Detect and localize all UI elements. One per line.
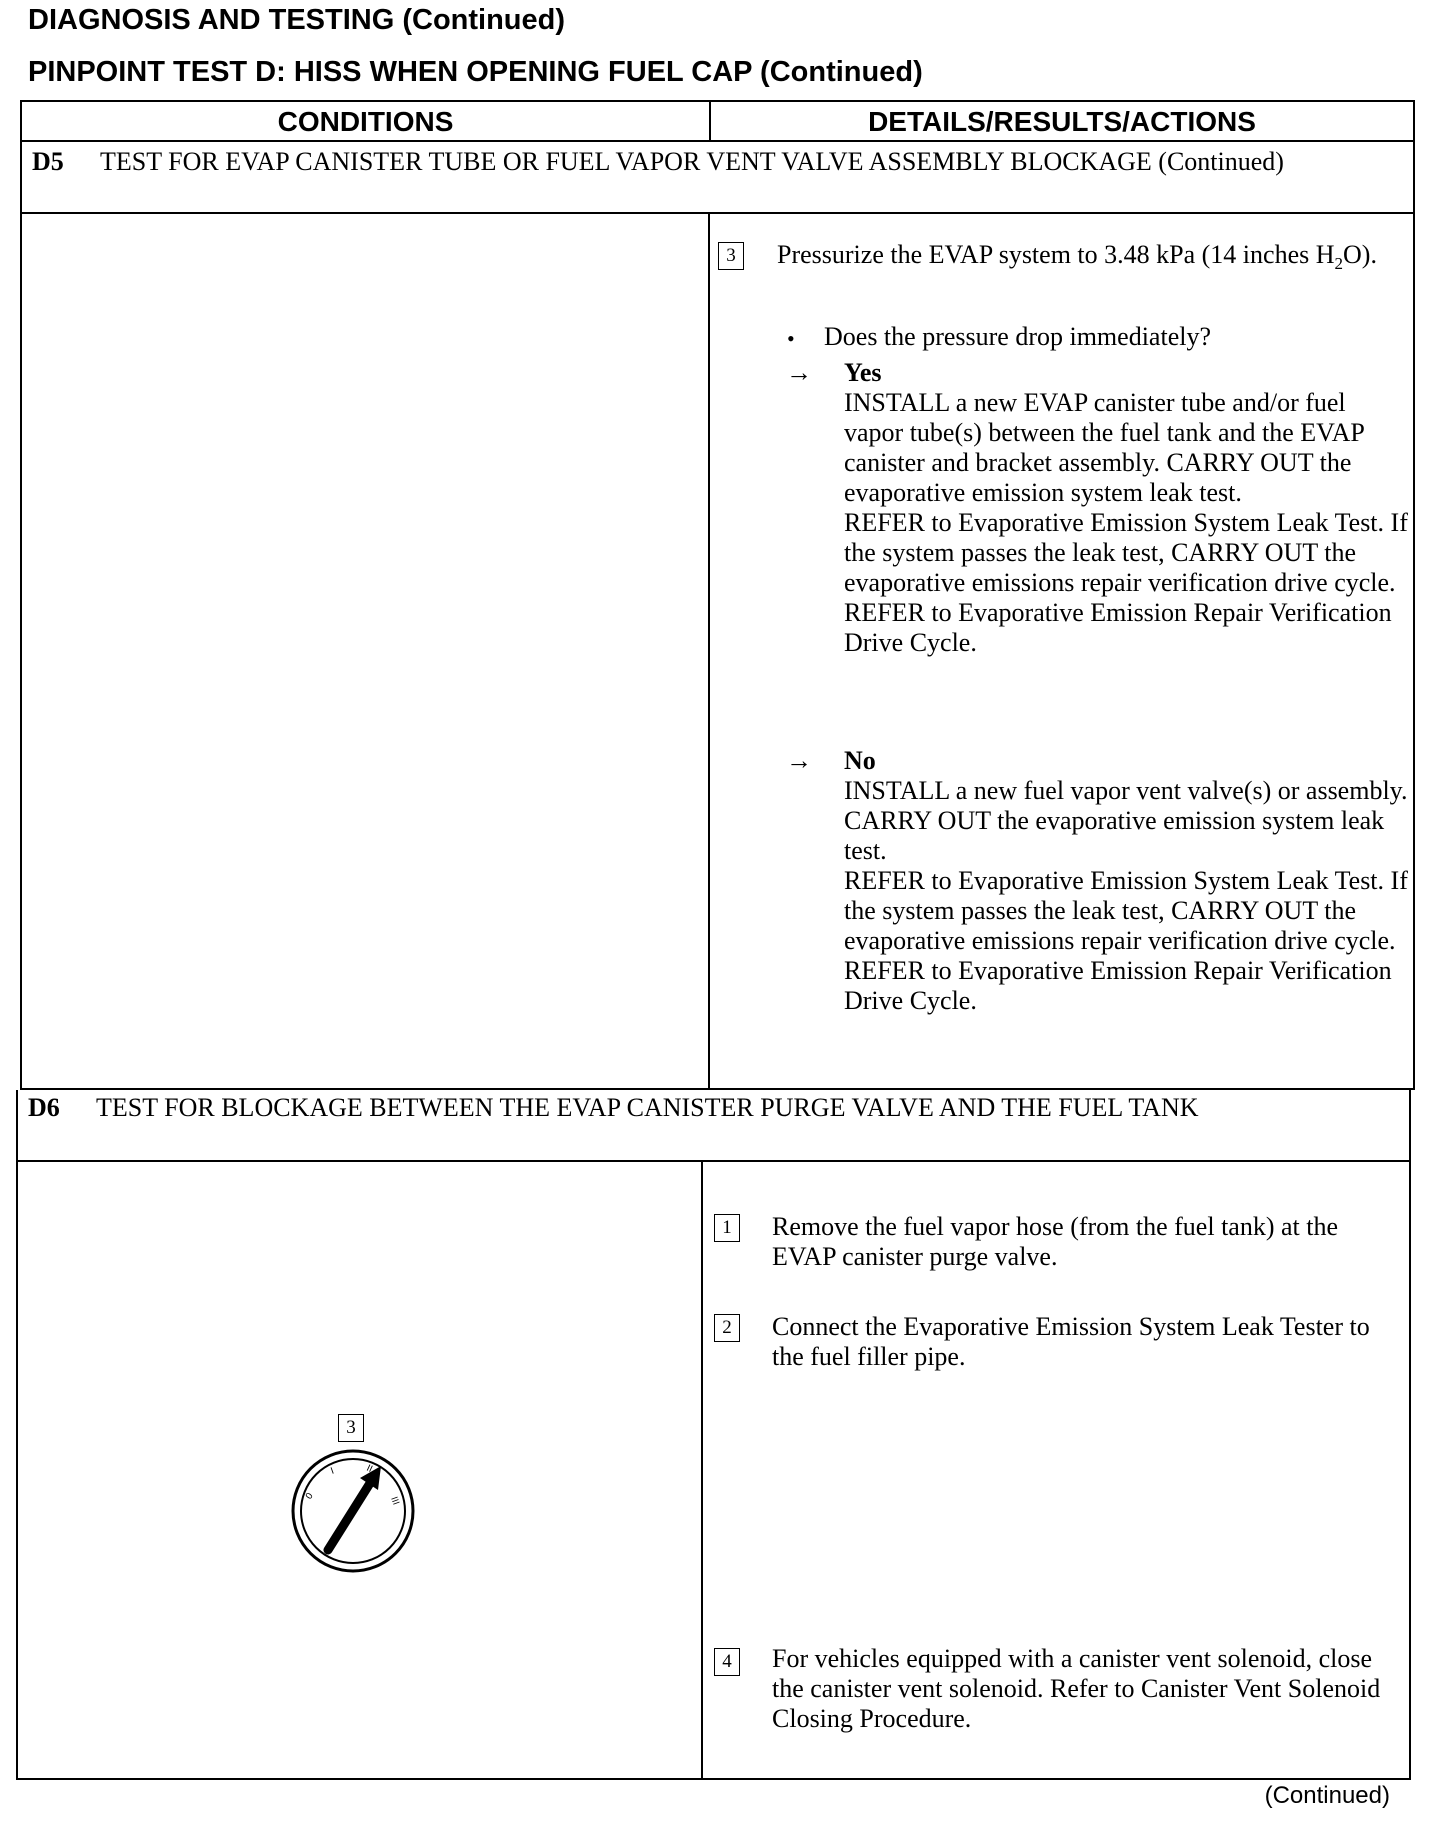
conditions-header: CONDITIONS	[22, 102, 711, 142]
d6-step-header	[18, 1090, 1409, 1162]
details-header: DETAILS/RESULTS/ACTIONS	[711, 102, 1413, 142]
ignition-position-1: I	[329, 1466, 336, 1477]
ignition-switch-icon	[288, 1446, 418, 1576]
d5-question: Does the pressure drop immediately?	[824, 322, 1211, 351]
bullet-icon: •	[787, 326, 795, 351]
d5-table	[20, 100, 1415, 1090]
d6-step4-number: 4	[714, 1648, 740, 1676]
d6-step4-text: For vehicles equipped with a canister vent solenoid, close the canister vent solenoid. Refer to Canister Vent Solenoid Closing Procedure.	[772, 1644, 1381, 1733]
column-divider	[701, 1162, 703, 1778]
d6-step1-text: Remove the fuel vapor hose (from the fuel tank) at the EVAP canister purge valve.	[772, 1212, 1339, 1271]
d5-no-label: No	[844, 746, 876, 775]
pinpoint-test-title: PINPOINT TEST D: HISS WHEN OPENING FUEL CAP (Continued)	[28, 56, 923, 88]
d5-step3-number: 3	[718, 242, 744, 270]
page-title: DIAGNOSIS AND TESTING (Continued)	[28, 4, 566, 36]
d6-step3-number: 3	[338, 1414, 364, 1442]
arrow-right-icon: →	[786, 746, 812, 775]
column-divider	[708, 214, 710, 1088]
d5-no-action: INSTALL a new fuel vapor vent valve(s) or assembly. CARRY OUT the evaporative emission system leak test. REFER to Evaporative Emission System Leak Test. If the system passes the leak test, CARRY OUT the evaporative emissions repair verification drive cycle. REFER to Evaporative Emission Repair Verification Drive Cycle.	[844, 776, 1408, 1015]
d6-step1-number: 1	[714, 1214, 740, 1242]
d6-step-id: D6	[28, 1093, 60, 1122]
continued-footer: (Continued)	[1264, 1782, 1390, 1809]
d5-step3-instruction: Pressurize the EVAP system to 3.48 kPa (14 inches $H_2O$).	[777, 240, 1377, 274]
d5-yes-action: INSTALL a new EVAP canister tube and/or fuel vapor tube(s) between the fuel tank and the EVAP canister and bracket assembly. CARRY OUT the evaporative emission system leak test. REFER to Evaporative Emission System Leak Test. If the system passes the leak test, CARRY OUT the evaporative emissions repair verification drive cycle. REFER to Evaporative Emission Repair Verification Drive Cycle.	[844, 388, 1408, 657]
d5-yes-label: Yes	[844, 358, 882, 387]
ignition-position-0: 0	[304, 1491, 316, 1502]
ignition-position-3: III	[388, 1495, 401, 1507]
d6-table	[16, 1090, 1411, 1780]
arrow-right-icon: →	[786, 358, 812, 387]
d6-step-title: TEST FOR BLOCKAGE BETWEEN THE EVAP CANISTER PURGE VALVE AND THE FUEL TANK	[96, 1093, 1199, 1122]
d5-step-title: TEST FOR EVAP CANISTER TUBE OR FUEL VAPOR VENT VALVE ASSEMBLY BLOCKAGE (Continued)	[100, 147, 1284, 176]
d6-step2-number: 2	[714, 1314, 740, 1342]
d6-step2-text: Connect the Evaporative Emission System Leak Tester to the fuel filler pipe.	[772, 1312, 1370, 1371]
d5-step-header	[22, 142, 1413, 214]
d5-step-id: D5	[32, 147, 64, 176]
ignition-position-2: II	[364, 1463, 374, 1475]
